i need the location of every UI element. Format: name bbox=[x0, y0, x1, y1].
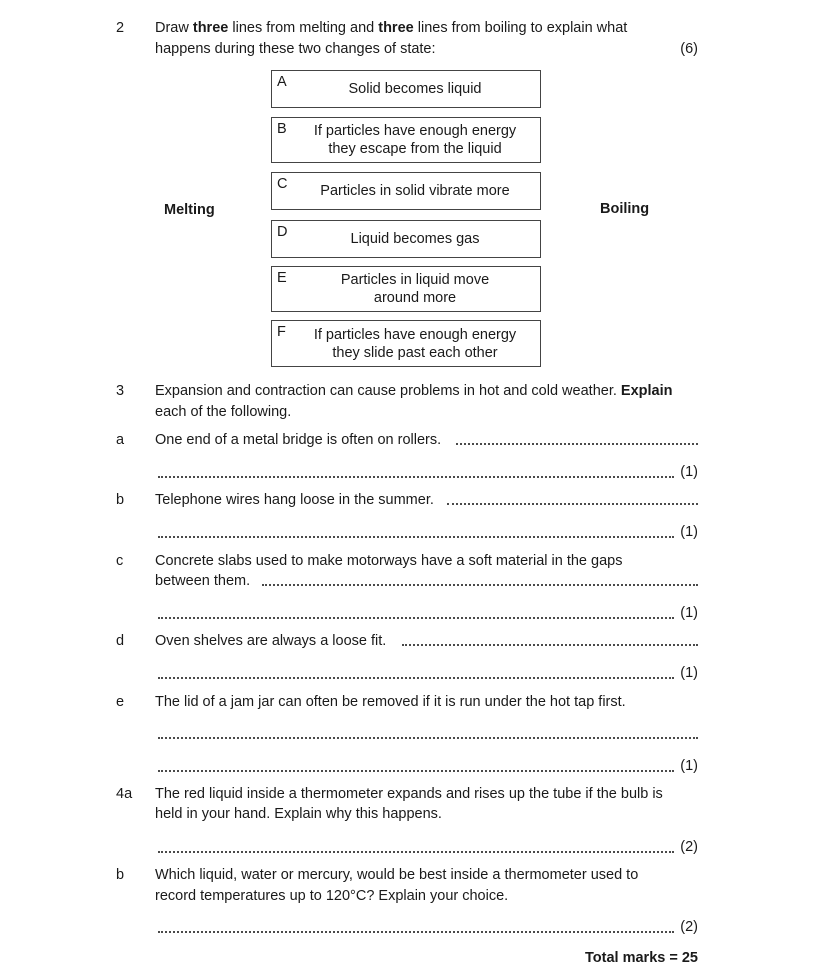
part-3e-text: The lid of a jam jar can often be removed if it is run under the hot tap first. bbox=[155, 694, 626, 710]
statement-box-d[interactable] bbox=[271, 220, 541, 258]
statement-box-f[interactable] bbox=[271, 320, 541, 367]
question-2-line-1 bbox=[155, 19, 627, 37]
answer-line-3a-1[interactable] bbox=[456, 443, 698, 445]
part-3c-text-line-2: between them. bbox=[155, 573, 251, 589]
part-4b-label: b bbox=[116, 867, 125, 883]
statement-box-a[interactable] bbox=[271, 70, 541, 108]
statement-box-c[interactable] bbox=[271, 172, 541, 210]
part-3d-label: d bbox=[116, 633, 125, 649]
answer-line-4a[interactable] bbox=[158, 851, 674, 853]
box-text: Particles in solid vibrate more bbox=[320, 183, 510, 199]
statement-box-b[interactable] bbox=[271, 117, 541, 163]
part-3c-marks: (1) bbox=[680, 605, 698, 621]
box-text: Solid becomes liquid bbox=[348, 81, 482, 97]
part-3b-marks: (1) bbox=[680, 524, 698, 540]
part-4a-text-line-2: held in your hand. Explain why this happens. bbox=[155, 806, 442, 822]
answer-line-3c-2[interactable] bbox=[158, 617, 674, 619]
box-text-line-1: If particles have enough energy bbox=[313, 326, 517, 343]
box-text: Liquid becomes gas bbox=[350, 231, 480, 247]
answer-line-4b[interactable] bbox=[158, 931, 674, 933]
part-3c-text-line-1: Concrete slabs used to make motorways have a soft material in the gaps bbox=[155, 553, 623, 569]
q3-intro-text: Expansion and contraction can cause problems in hot and cold weather. bbox=[155, 383, 621, 399]
part-3c-label: c bbox=[116, 553, 124, 569]
part-4a-text-line-1: The red liquid inside a thermometer expands and rises up the tube if the bulb is bbox=[155, 786, 663, 802]
boiling-label: Boiling bbox=[600, 201, 650, 217]
answer-line-3b-2[interactable] bbox=[158, 536, 674, 538]
part-3b-label: b bbox=[116, 492, 125, 508]
q3-intro-bold: Explain bbox=[620, 383, 673, 399]
part-4b-text-line-2: record temperatures up to 120°C? Explain your choice. bbox=[155, 888, 509, 904]
box-letter: E bbox=[277, 270, 287, 286]
part-4a-marks: (2) bbox=[680, 839, 698, 855]
part-3a-marks: (1) bbox=[680, 464, 698, 480]
box-letter: B bbox=[277, 121, 287, 137]
box-text-line-2: they slide past each other bbox=[332, 344, 498, 361]
melting-label: Melting bbox=[164, 202, 215, 218]
question-3-number: 3 bbox=[116, 383, 125, 399]
answer-line-3a-2[interactable] bbox=[158, 476, 674, 478]
part-3d-marks: (1) bbox=[680, 665, 698, 681]
part-3a-label: a bbox=[116, 432, 125, 448]
q2-text-b: lines from melting and bbox=[228, 20, 379, 36]
box-letter: F bbox=[277, 324, 286, 340]
answer-line-3d-1[interactable] bbox=[402, 644, 698, 646]
answer-line-3e-1[interactable] bbox=[158, 737, 698, 739]
answer-line-3c-1[interactable] bbox=[262, 584, 698, 586]
box-text-line-2: they escape from the liquid bbox=[328, 141, 502, 157]
total-marks: Total marks = 25 bbox=[585, 950, 698, 966]
statement-box-e[interactable] bbox=[271, 266, 541, 312]
part-3a-text: One end of a metal bridge is often on rollers. bbox=[155, 432, 442, 448]
box-text-line-2: around more bbox=[373, 290, 457, 306]
q2-bold-three-1: three bbox=[192, 20, 229, 36]
question-3-intro-line-2: each of the following. bbox=[155, 404, 292, 420]
box-letter: D bbox=[277, 224, 288, 240]
answer-line-3d-2[interactable] bbox=[158, 677, 674, 679]
box-text-line-1: Particles in liquid move bbox=[340, 272, 490, 288]
part-3e-label: e bbox=[116, 694, 125, 710]
box-letter: C bbox=[277, 176, 288, 192]
question-2-number: 2 bbox=[116, 20, 125, 36]
answer-line-3e-2[interactable] bbox=[158, 770, 674, 772]
part-3e-marks: (1) bbox=[680, 758, 698, 774]
answer-line-3b-1[interactable] bbox=[447, 503, 698, 505]
question-3-intro-line-1 bbox=[155, 382, 672, 400]
box-text-line-1: If particles have enough energy bbox=[313, 123, 517, 139]
q2-text-c: lines from boiling to explain what bbox=[413, 20, 628, 36]
part-4b-marks: (2) bbox=[680, 919, 698, 935]
q2-bold-three-2: three bbox=[378, 20, 414, 36]
box-letter: A bbox=[277, 74, 287, 90]
question-2-marks: (6) bbox=[680, 41, 698, 57]
part-3d-text: Oven shelves are always a loose fit. bbox=[155, 633, 387, 649]
part-4b-text-line-1: Which liquid, water or mercury, would be best inside a thermometer used to bbox=[155, 867, 639, 883]
part-3b-text: Telephone wires hang loose in the summer. bbox=[155, 492, 434, 508]
part-4a-label: 4a bbox=[116, 786, 133, 802]
q2-text-a: Draw bbox=[155, 20, 193, 36]
question-2-line-2: happens during these two changes of state: bbox=[155, 41, 436, 57]
